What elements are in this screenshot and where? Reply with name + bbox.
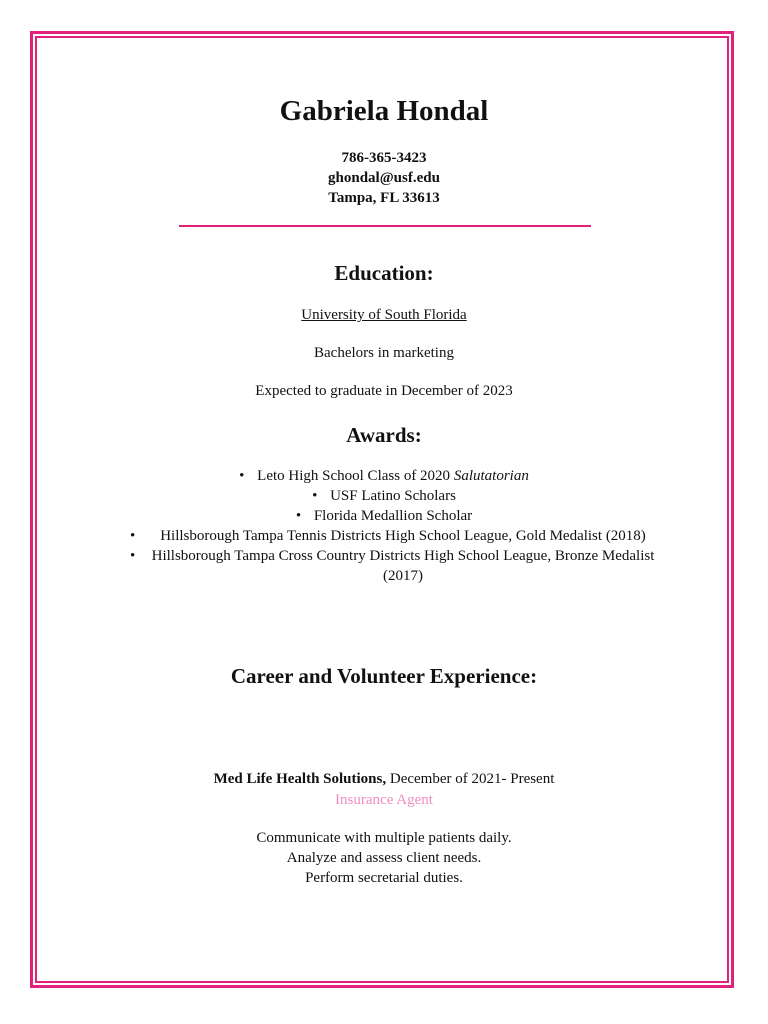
job-dates: December of 2021- Present bbox=[386, 771, 555, 787]
award-text: Leto High School Class of 2020 bbox=[257, 468, 454, 484]
job-header bbox=[40, 769, 728, 790]
contact-block bbox=[40, 148, 728, 208]
award-emphasis: Salutatorian bbox=[453, 468, 529, 484]
experience-heading: Career and Volunteer Experience: bbox=[230, 664, 538, 688]
job-role: Insurance Agent bbox=[335, 792, 433, 808]
award-text: USF Latino Scholars bbox=[330, 488, 456, 504]
bullet-icon: • bbox=[312, 488, 318, 504]
job-duty: Communicate with multiple patients daily. bbox=[256, 830, 512, 846]
job-duty: Perform secretarial duties. bbox=[305, 870, 463, 886]
award-item bbox=[40, 486, 728, 506]
awards-heading: Awards: bbox=[346, 423, 422, 447]
job-entry bbox=[40, 769, 728, 811]
resume-name: Gabriela Hondal bbox=[279, 95, 489, 127]
award-item bbox=[40, 526, 728, 546]
bullet-icon: • bbox=[130, 548, 136, 564]
award-text: Florida Medallion Scholar bbox=[313, 508, 473, 524]
award-text: Hillsborough Tampa Tennis Districts High School League, Gold Medalist (2018) bbox=[160, 528, 646, 544]
job-employer: Med Life Health Solutions, bbox=[213, 771, 387, 787]
job-duties bbox=[40, 828, 728, 888]
job-duty: Analyze and assess client needs. bbox=[286, 850, 482, 866]
education-graduation: Expected to graduate in December of 2023 bbox=[255, 383, 513, 399]
award-item bbox=[40, 546, 728, 586]
contact-location: Tampa, FL 33613 bbox=[328, 190, 440, 206]
education-degree: Bachelors in marketing bbox=[314, 345, 454, 361]
award-item bbox=[40, 466, 728, 486]
awards-list bbox=[40, 466, 728, 586]
education-school: University of South Florida bbox=[301, 307, 467, 323]
header-divider bbox=[179, 225, 591, 227]
bullet-icon: • bbox=[239, 468, 245, 484]
education-heading: Education: bbox=[334, 261, 434, 285]
contact-phone: 786-365-3423 bbox=[341, 150, 427, 166]
award-item bbox=[40, 506, 728, 526]
contact-email: ghondal@usf.edu bbox=[328, 170, 440, 186]
bullet-icon: • bbox=[295, 508, 302, 524]
bullet-icon: • bbox=[130, 528, 136, 544]
award-text: Hillsborough Tampa Cross Country Districts High School League, Bronze Medalist (2017) bbox=[151, 548, 655, 584]
